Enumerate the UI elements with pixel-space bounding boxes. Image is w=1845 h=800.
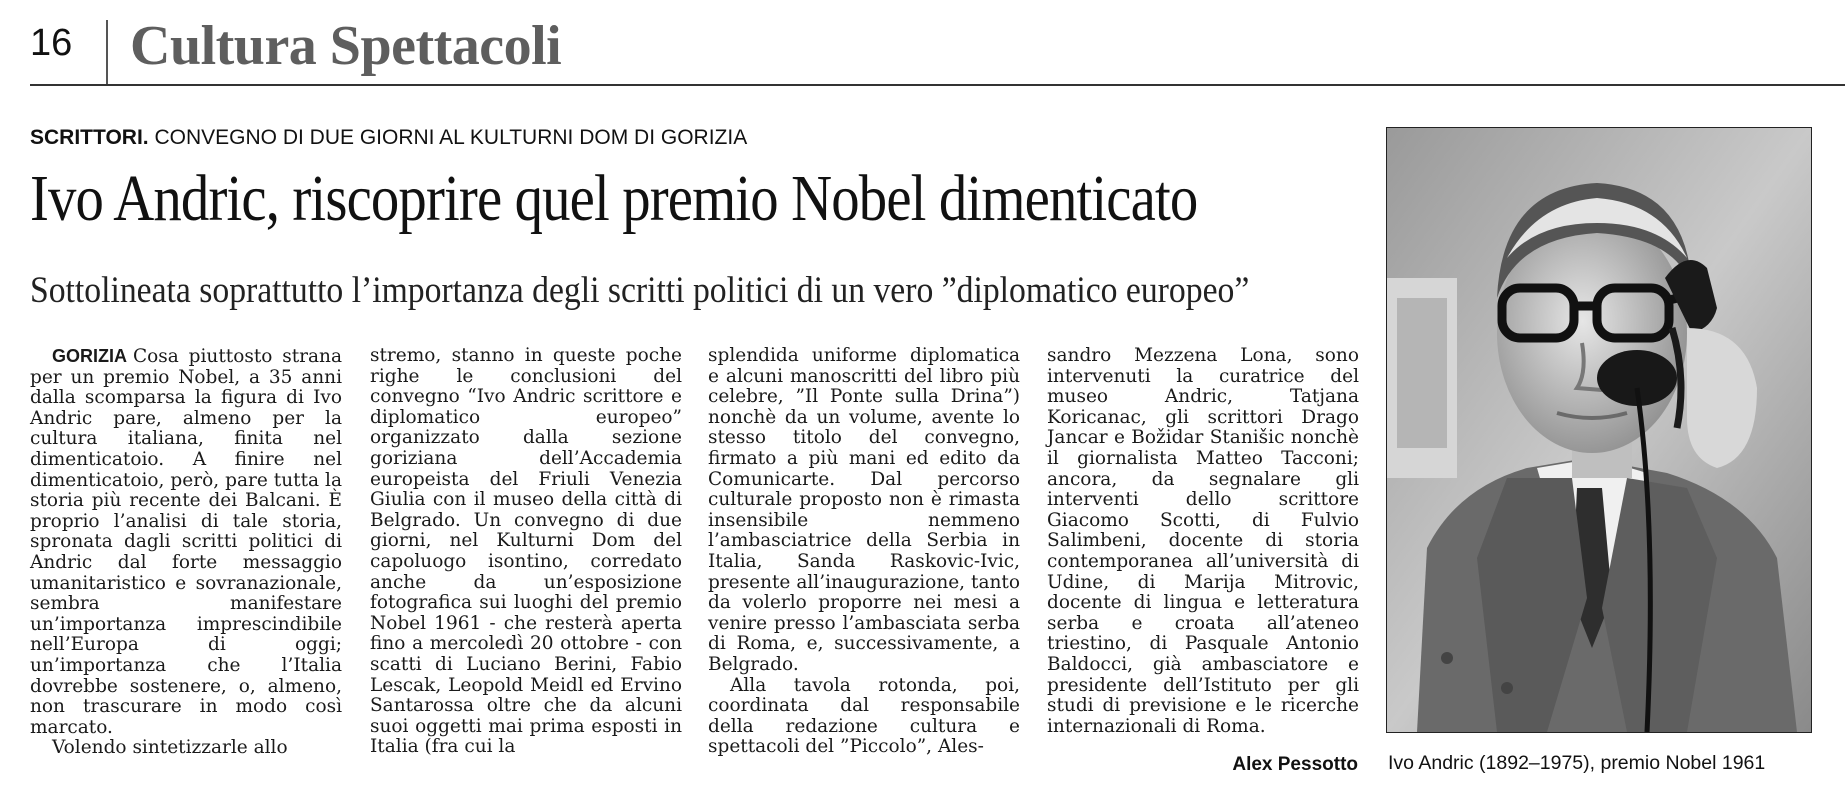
- article-column-4: [1047, 346, 1359, 737]
- portrait-photo: [1386, 127, 1812, 733]
- page-number: 16: [30, 22, 73, 64]
- column-4-paragraph-1: sandro Mezzena Lona, sono intervenuti la curatrice del museo Andric, Tatjana Koricanac, gli scrittori Drago Jancar e Božidar Stanišic nonchè il giornalista Matteo Tacconi; ancora, da segnalare gli interventi dello scrittore Giacomo Scotti, di Fulvio Salimbeni, docente di storia contemporanea all’università di Udine, di Marija Mitrovic, docente di lingua e letteratura serba e croata all’ateneo triestino, di Pasquale Antonio Baldocci, già ambasciatore e presidente dell’Istituto per gli studi di previsione e le ricerche internazionali di Roma.: [1047, 345, 1359, 737]
- article-byline: Alex Pessotto: [1232, 754, 1358, 775]
- kicker-label: SCRITTORI.: [30, 126, 149, 149]
- column-1-paragraph-1: Cosa piuttosto strana per un premio Nobel, a 35 anni dalla scomparsa la figura di Ivo Andric pare, almeno per la cultura italiana, finita nel dimenticatoio. A finire nel dimenticatoio, però, pare tutta la storia più recente dei Balcani. È proprio l’analisi di tale storia, spronata dagli scritti politici di Andric dal forte messaggio umanitaristico e sovranazionale, sembra manifestare un’importanza imprescindibile nell’Europa di oggi; un’importanza che l’Italia dovrebbe sostenere, o, almeno, non trascurare in modo così marcato.: [30, 346, 342, 738]
- column-2-paragraph-1: stremo, stanno in queste poche righe le conclusioni del convegno “Ivo Andric scrittore e diplomatico europeo” organizzato dalla sezione goriziana dell’Accademia europeista del Friuli Venezia Giulia con il museo della città di Belgrado. Un convegno di due giorni, nel Kulturni Dom del capoluogo isontino, corredato anche da un’esposizione fotografica sui luoghi del premio Nobel 1961 - che resterà aperta fino a mercoledì 20 ottobre - con scatti di Luciano Berini, Fabio Lescak, Leopold Meidl ed Ervino Santarossa oltre che da alcuni suoi oggetti mai prima esposti in Italia (fra cui la: [370, 345, 682, 758]
- portrait-illustration: [1387, 128, 1811, 732]
- photo-caption: Ivo Andric (1892–1975), premio Nobel 1961: [1388, 752, 1766, 774]
- article-kicker: [30, 126, 747, 150]
- header-divider: [106, 20, 108, 84]
- article-column-2: [370, 346, 682, 758]
- article-subheadline: Sottolineata soprattutto l’importanza degli scritti politici di un vero ”diplomatico europeo”: [30, 270, 1250, 311]
- article-column-3: [708, 346, 1020, 758]
- section-title: Cultura Spettacoli: [130, 15, 562, 77]
- kicker-text: CONVEGNO DI DUE GIORNI AL KULTURNI DOM DI GORIZIA: [154, 126, 748, 149]
- article-headline: Ivo Andric, riscoprire quel premio Nobel dimenticato: [30, 162, 1198, 235]
- dateline: GORIZIA: [52, 346, 127, 366]
- column-3-paragraph-2: Alla tavola rotonda, poi, coordinata dal responsabile della redazione cultura e spettacoli del ”Piccolo”, Ales-: [708, 674, 1020, 758]
- article-column-1: [30, 346, 342, 759]
- column-1-paragraph-2: Volendo sintetizzarle allo: [52, 737, 288, 759]
- page-header: [30, 12, 1845, 86]
- column-3-paragraph-1: splendida uniforme diplomatica e alcuni manoscritti del libro più celebre, ”Il Ponte sulla Drina”) nonchè da un volume, avente lo stesso titolo del convegno, firmato a più mani ed edito da Comunicarte. Dal percorso culturale proposto non è rimasta insensibile nemmeno l’ambasciatrice della Serbia in Italia, Sanda Raskovic-Ivic, presente all’inaugurazione, tanto da volerlo proporre nei mesi a venire presso l’ambasciata serba di Roma, e, successivamente, a Belgrado.: [708, 345, 1020, 675]
